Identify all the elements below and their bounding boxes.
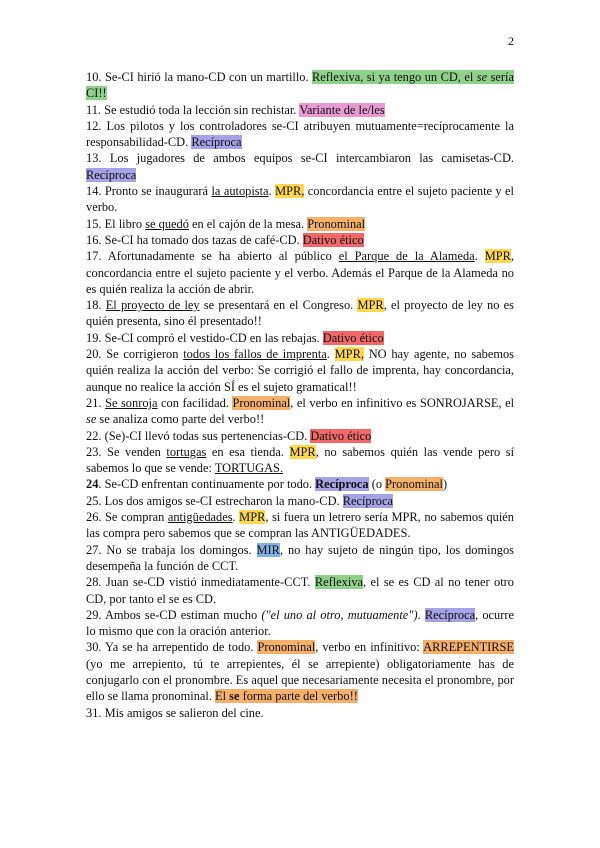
item-15 <box>86 216 514 232</box>
sentence-text: 19. Se-CI compró el vestido-CD en las rebajas. <box>86 330 323 345</box>
sentence-text: 12. Los pilotos y los controladores se-CI atribuyen mutuamente=recíprocamente la responsabilidad-CD. <box>86 118 514 150</box>
underlined-verb: se quedó <box>145 216 189 231</box>
explanation-text: , no hay sujeto de ningún tipo, los domingos desempeña la función de CCT. <box>86 542 514 573</box>
sentence-text: con facilidad. <box>157 395 233 410</box>
sentence-text: 17. Afortunadamente se ha abierto al público <box>86 249 339 264</box>
mpr-label: MPR, <box>275 184 305 199</box>
item-22 <box>86 428 514 444</box>
sentence-text: . <box>417 607 425 622</box>
sentence-text: 16. Se-CI ha tomado dos tazas de café-CD. <box>86 232 303 247</box>
sentence-text: . <box>232 510 240 525</box>
underlined-subject: todos los fallos de imprenta <box>183 347 327 362</box>
sentence-text: (o <box>368 477 386 492</box>
sentence-text: ) <box>442 477 448 492</box>
exercise-list <box>86 69 514 721</box>
se-word: se <box>86 412 97 427</box>
mpr-label: MPR <box>357 298 384 313</box>
item-25 <box>86 493 514 509</box>
explanation-text: , el proyecto de ley no es quién presenta, sino él presentado!! <box>86 298 514 329</box>
explanation-text: , ocurre lo mismo que con la oración anterior. <box>86 607 515 639</box>
reciproca-label: Recíproca <box>86 167 137 182</box>
item-30 <box>86 639 514 704</box>
label-text: El <box>215 689 230 704</box>
item-26 <box>86 509 514 542</box>
item-24 <box>86 476 514 492</box>
se-word: se <box>476 70 488 84</box>
sentence-text: 11. Se estudió toda la lección sin rechistar. <box>86 102 300 117</box>
sentence-text: 20. Se corrigieron <box>86 347 184 362</box>
underlined-subject: la autopista <box>211 184 269 199</box>
item-13 <box>86 150 514 183</box>
pronominal-label: Pronominal <box>232 395 291 410</box>
item-27 <box>86 542 514 575</box>
explanation-text: , verbo en infinitivo: <box>315 640 424 655</box>
sentence-text: 22. (Se)-CI llevó todas sus pertenencias-CD. <box>86 428 311 443</box>
reciproca-label: Recíproca <box>424 607 476 622</box>
item-19 <box>86 330 514 346</box>
sentence-text: 29. Ambos se-CD estiman mucho <box>86 607 262 622</box>
italic-note: ("el uno al otro, mutuamente") <box>261 607 418 622</box>
reciproca-label: Recíproca <box>315 477 369 492</box>
pronominal-label: Pronominal <box>385 477 443 492</box>
sentence-text: 13. Los jugadores de ambos equipos se-CI intercambiaron las camisetas-CD. <box>86 151 514 166</box>
item-23 <box>86 444 514 477</box>
sentence-text: 15. El libro <box>86 216 146 231</box>
mpr-label: MPR <box>289 444 316 459</box>
underlined-subject: TORTUGAS. <box>214 461 284 476</box>
sentence-text: 31. Mis amigos se salieron del cine. <box>86 705 264 720</box>
explanation-text: , no sabemos quién las vende pero sí sabemos lo que se vende: <box>86 444 515 476</box>
dativo-etico-label: Dativo ético <box>302 232 364 247</box>
item-11 <box>86 102 514 118</box>
underlined-subject: tortugas <box>166 444 207 459</box>
underlined-subject: antigüedades <box>167 510 233 525</box>
dativo-etico-label: Dativo ético <box>310 428 372 443</box>
sentence-text: 26. Se compran <box>86 510 168 525</box>
item-14 <box>86 183 514 216</box>
sentence-text: . Se-CD enfrentan continuamente por todo. <box>98 477 316 492</box>
sentence-text: en esa tienda. <box>206 444 290 459</box>
explanation-text: concordancia entre el sujeto paciente y el verbo. <box>86 184 514 215</box>
label-text: sería CI!! <box>86 70 514 101</box>
sentence-text: 10. Se-CI hirió la mano-CD con un martillo. <box>86 70 313 84</box>
dativo-etico-label: Dativo ético <box>322 330 384 345</box>
se-word: se <box>229 689 240 704</box>
sentence-text: 18. <box>86 298 106 313</box>
item-number-bold: 24 <box>86 477 99 492</box>
sentence-text: . <box>268 184 276 199</box>
sentence-text: 23. Se venden <box>86 444 167 459</box>
sentence-text: en el cajón de la mesa. <box>188 216 308 231</box>
mpr-label: MPR <box>484 249 511 264</box>
underlined-subject: el Parque de la Alameda <box>338 249 475 264</box>
reciproca-label: Recíproca <box>191 135 242 150</box>
label-text: Reflexiva, si ya tengo un CD, el <box>312 70 477 84</box>
sentence-text: 14. Pronto se inaugurará <box>86 184 212 199</box>
explanation-text: se analiza como parte del verbo!! <box>96 412 265 427</box>
item-28 <box>86 574 514 607</box>
item-20 <box>86 346 514 395</box>
item-31 <box>86 705 514 721</box>
explanation-text: NO hay agente, no sabemos quién realiza la acción del verbo: Se corrigió el fallo de imprenta, hay concordancia, aunque no realice la acción SÍ es el sujeto gramatical!! <box>86 347 514 394</box>
item-12 <box>86 118 514 151</box>
sentence-text: . <box>326 347 335 362</box>
sentence-text: 21. <box>86 395 106 410</box>
reflexiva-label: Reflexiva <box>314 575 364 590</box>
sentence-text: 30. Ya se ha arrepentido de todo. <box>86 640 258 655</box>
infinitive-highlight: ARREPENTIRSE <box>423 640 514 655</box>
item-17 <box>86 248 514 297</box>
mpr-label: MPR, <box>334 347 364 362</box>
explanation-text: , el se es CD al no tener otro CD, por tanto el se es CD. <box>86 575 515 606</box>
explanation-text: , si fuera un letrero sería MPR, no sabemos quién las compra pero sabemos que se compran las ANTIGÜEDADES. <box>86 510 514 541</box>
item-29 <box>86 607 514 640</box>
underlined-subject: El proyecto de ley <box>105 298 200 313</box>
variante-label: Variante de le/les <box>299 102 385 117</box>
explanation-text: , concordancia entre el sujeto paciente y el verbo. Además el Parque de la Alameda no es quién realiza la acción de abrir. <box>86 249 514 296</box>
explanation-text: , el verbo en infinitivo es SONROJARSE, el <box>290 395 515 410</box>
mpr-label: MPR <box>239 510 266 525</box>
sentence-text: 27. No se trabaja los domingos. <box>86 542 257 557</box>
page-number: 2 <box>508 34 514 48</box>
item-18 <box>86 297 514 330</box>
sentence-text: 28. Juan se-CD vistió inmediatamente-CCT. <box>86 575 315 590</box>
sentence-text: . <box>474 249 485 264</box>
item-10 <box>86 69 514 102</box>
pronominal-label: Pronominal <box>257 640 316 655</box>
item-21 <box>86 395 514 428</box>
conclusion-highlight <box>215 689 358 703</box>
sentence-text: 25. Los dos amigos se-CI estrecharon la mano-CD. <box>86 493 343 508</box>
explanation-text: (yo me arrepiento, tú te arrepientes, él se arrepiente) obligatoriamente has de conjugarlo con el pronombre. Es aquel que necesariamente necesita el pronombre, por ello se llama pronominal. <box>86 656 514 704</box>
sentence-text: se presentará en el Congreso. <box>199 298 358 313</box>
mir-label: MIR <box>256 542 280 557</box>
item-16 <box>86 232 514 248</box>
label-text: forma parte del verbo!! <box>239 689 358 704</box>
underlined-verb: Se sonroja <box>105 395 158 410</box>
reciproca-label: Recíproca <box>342 493 393 508</box>
pronominal-label: Pronominal <box>307 216 366 231</box>
